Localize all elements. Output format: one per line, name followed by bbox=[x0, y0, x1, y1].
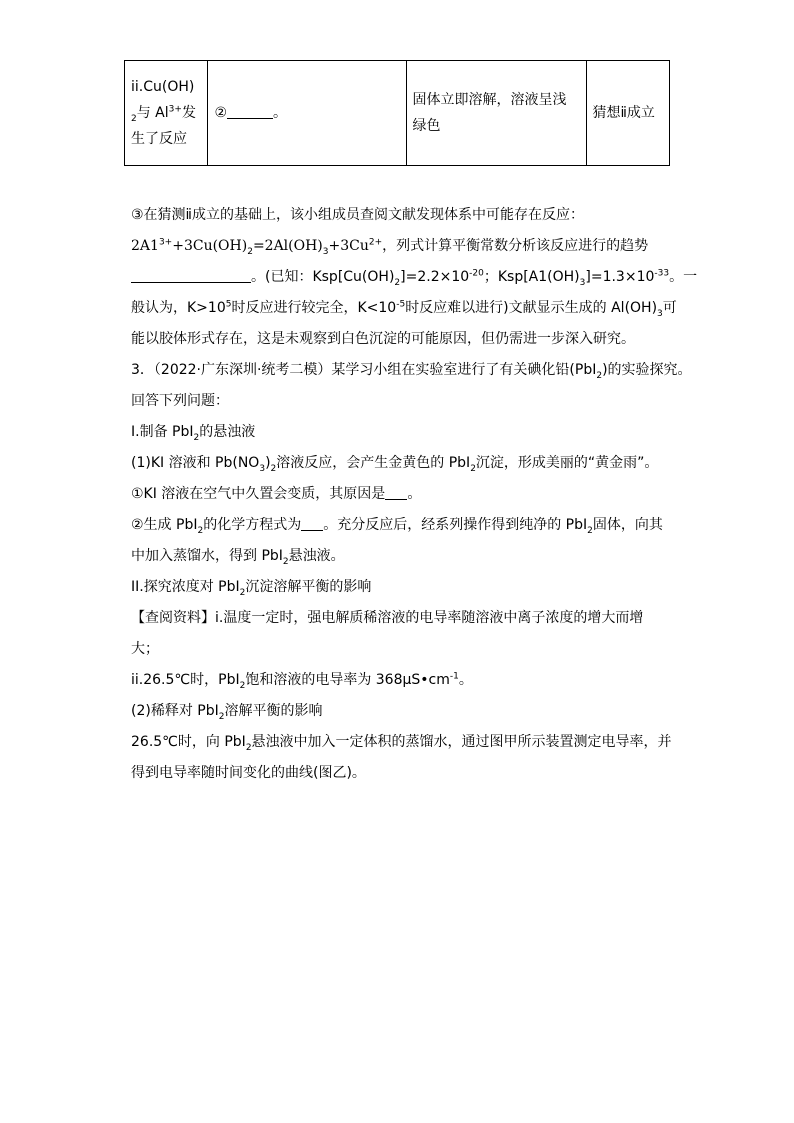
paragraph-line: 能以胶体形式存在，这是未观察到白色沉淀的可能原因，但仍需进一步深入研究。 bbox=[131, 331, 635, 347]
paragraph-line: (2)稀释对 PbI$_2$溶解平衡的影响 bbox=[131, 703, 323, 722]
question-title: 3．（2022·广东深圳·统考二模）某学习小组在实验室进行了有关碘化铅(PbI$_2$)的实验探究。 bbox=[131, 362, 692, 381]
paragraph-line: ③在猜测ⅱ成立的基础上，该小组成员查阅文献发现体系中可能存在反应： bbox=[131, 207, 584, 223]
hypothesis-cell: ii.Cu(OH) $_2$与 $Al^{3+}$发 生了反应 bbox=[125, 61, 208, 166]
paragraph-line: ①KI 溶液在空气中久置会变质，其原因是 。 bbox=[131, 479, 671, 510]
paragraph-line: 。(已知：$Ksp[Cu(OH)_2]=2.2\times 10^{-20}$；$Ksp[A1(OH)_3]=1.3\times 10^{-33}$。一 bbox=[131, 262, 671, 293]
paragraph-line: 得到电导率随时间变化的曲线(图乙)。 bbox=[131, 765, 366, 781]
paragraph-line: 26.5℃时，向 PbI$_2$悬浊液中加入一定体积的蒸馏水，通过图甲所示装置测定电导率，并 bbox=[131, 734, 672, 753]
answer-blank[interactable] bbox=[301, 514, 323, 531]
answer-blank[interactable] bbox=[227, 102, 273, 119]
paragraph-line: (1)KI 溶液和 $Pb(NO_3)_2$溶液反应，会产生金黄色的 PbI$_2$沉淀，形成美丽的“黄金雨”。 bbox=[131, 455, 659, 474]
phenomenon-cell: 固体立即溶解，溶液呈浅绿色 bbox=[406, 61, 586, 166]
paragraph-line: $2A1^{3+}+3Cu(OH)_2=2Al(OH)_3+3Cu^{2+}$，列式计算平衡常数分析该反应进行的趋势 bbox=[131, 237, 649, 257]
experiment-table bbox=[124, 60, 670, 166]
paragraph-line: 般认为，$K>10^5$时反应进行较完全，$K<10^{-5}$时反应难以进行)文献显示生成的 $Al(OH)_3$可 bbox=[131, 299, 677, 319]
paragraph-line: ii.26.5℃时，PbI$_2$饱和溶液的电导率为 $368\mu S•cm^{-1}$。 bbox=[131, 671, 473, 691]
operation-cell: ② 。 bbox=[208, 61, 406, 166]
paragraph-line: 大； bbox=[131, 641, 159, 657]
table-row bbox=[125, 61, 670, 166]
paragraph-line: 中加入蒸馏水，得到 PbI$_2$悬浊液。 bbox=[131, 548, 345, 567]
answer-blank[interactable] bbox=[385, 483, 407, 500]
answer-blank[interactable] bbox=[131, 266, 251, 283]
paragraph-line: 【查阅资料】ⅰ.温度一定时，强电解质稀溶液的电导率随溶液中离子浓度的增大而增 bbox=[131, 610, 644, 626]
section-heading: I.制备 PbI$_2$的悬浊液 bbox=[131, 424, 256, 443]
paragraph-line: ②生成 PbI$_2$的化学方程式为 。充分反应后，经系列操作得到纯净的 PbI$_2$固体，向其 bbox=[131, 510, 671, 541]
body-text bbox=[131, 200, 698, 789]
paragraph-line: 回答下列问题： bbox=[131, 393, 229, 409]
section-heading: II.探究浓度对 PbI$_2$沉淀溶解平衡的影响 bbox=[131, 579, 372, 598]
conclusion-cell: 猜想ⅱ成立 bbox=[586, 61, 669, 166]
